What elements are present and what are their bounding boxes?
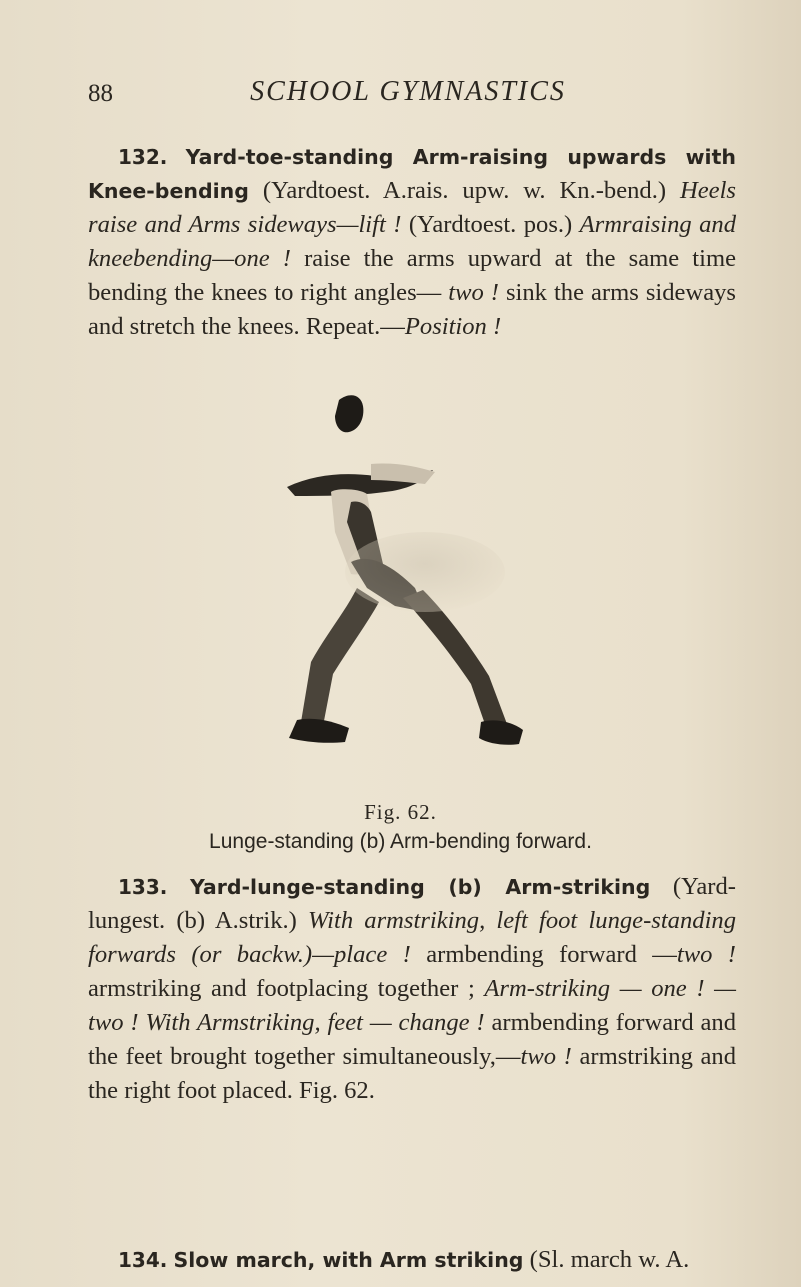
command: With Armstriking, feet — change ! bbox=[145, 1009, 485, 1036]
command: Arm-striking — one ! — two ! bbox=[88, 975, 736, 1036]
instruction-text: armstriking and the right foot placed. Fig. 62. bbox=[88, 1043, 736, 1104]
exercise-number: 132. bbox=[118, 145, 168, 169]
instruction-text: armstriking and footplacing together ; bbox=[88, 975, 475, 1002]
command-note: (or backw.) bbox=[191, 941, 313, 968]
instruction-text: sink the arms sideways and stretch the knees. Repeat.— bbox=[88, 279, 736, 340]
figure-caption: Lunge-standing (b) Arm-bending forward. bbox=[209, 830, 592, 853]
gymnast-figure bbox=[287, 395, 523, 745]
paragraph-133 bbox=[88, 870, 736, 1108]
page-header bbox=[88, 76, 728, 112]
command: —place ! bbox=[312, 941, 411, 968]
instruction-text: armbending forward and the feet brought together simultaneously,— bbox=[88, 1009, 736, 1070]
running-title: SCHOOL GYMNASTICS bbox=[250, 76, 566, 107]
command: two ! bbox=[448, 279, 499, 306]
command: Heels raise and Arms sideways—lift ! bbox=[88, 177, 736, 238]
instruction-text: armbending forward — bbox=[426, 941, 677, 968]
exercise-abbreviation: (Yardtoest. A.rais. upw. w. Kn.-bend.) bbox=[262, 177, 667, 204]
exercise-number: 133. bbox=[118, 875, 168, 899]
figure-label: Fig. 62. bbox=[364, 800, 437, 824]
instruction-text: raise the arms upward at the same time bending the knees to right angles— bbox=[88, 245, 736, 306]
exercise-title: Slow march, with Arm striking bbox=[173, 1248, 524, 1272]
command: two ! bbox=[520, 1043, 572, 1070]
exercise-abbreviation: (Sl. march w. A. bbox=[529, 1246, 690, 1273]
command: Position ! bbox=[404, 313, 502, 340]
paragraph-134 bbox=[88, 1243, 736, 1277]
page-number: 88 bbox=[88, 80, 113, 107]
exercise-abbreviation: (Yard-lungest. (b) A.strik.) bbox=[88, 873, 736, 934]
exercise-title: Yard-toe-standing Arm-raising upwards with Knee-bending bbox=[88, 145, 736, 203]
exercise-number: 134. bbox=[118, 1248, 168, 1272]
command: Armraising and kneebending—one ! bbox=[88, 211, 737, 272]
command: With armstriking, left foot lunge-standing forwards bbox=[88, 907, 736, 968]
exercise-title: Yard-lunge-standing (b) Arm-striking bbox=[189, 875, 651, 899]
position-note: (Yardtoest. pos.) bbox=[408, 211, 573, 238]
command: two ! bbox=[676, 941, 736, 968]
paragraph-132 bbox=[88, 140, 736, 344]
gymnast-lunge-figure bbox=[275, 392, 615, 782]
